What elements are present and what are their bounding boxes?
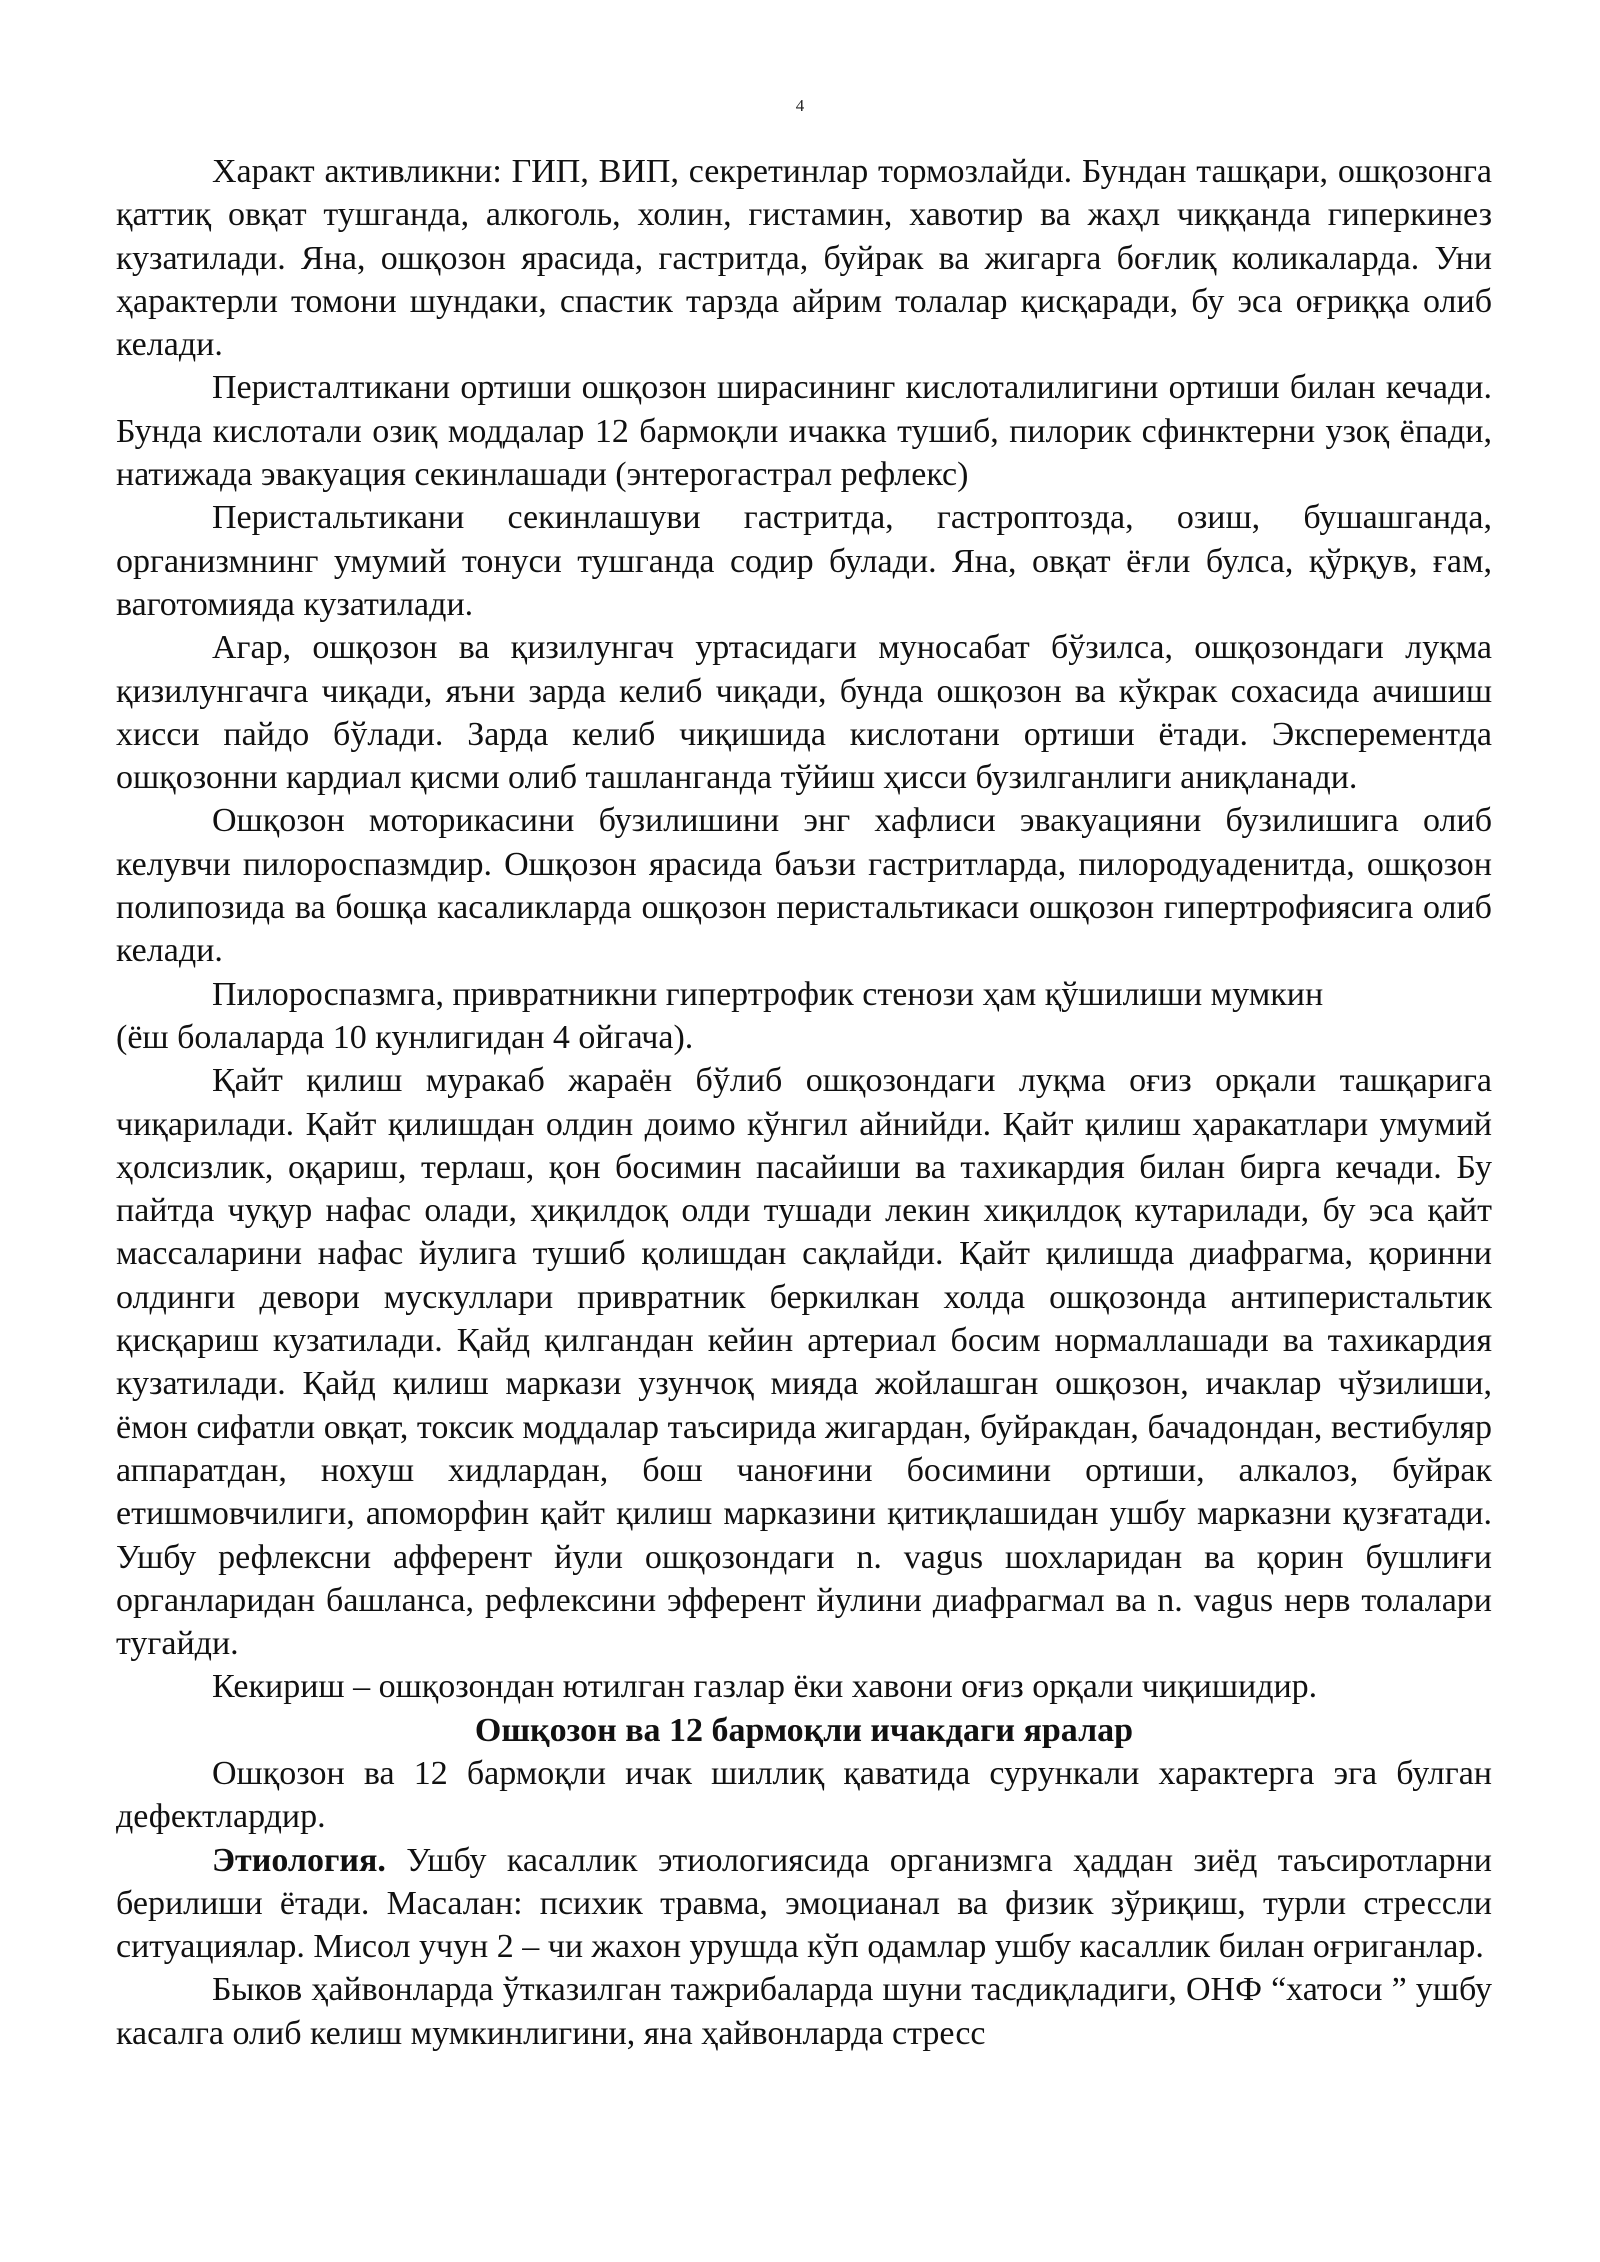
paragraph: Характ активликни: ГИП, ВИП, секретинлар тормозлайди. Бундан ташқари, ошқозонга қаттиқ овқат тушганда, алкоголь, холин, гистамин, хавотир ва жаҳл чиққанда гиперкинез кузатилади. Яна, ошқозон ярасида, гастритда, буйрак ва жигарга боғлиқ коликаларда. Уни ҳарактерли томони шундаки, спастик тарзда айрим толалар қисқаради, бу эса оғриққа олиб келади. xyxy=(116,153,1492,364)
etiology-text: Ушбу касаллик этиологиясида организмга ҳаддан зиёд таъсиротларни берилиши ётади. Масалан: психик травма, эмоцианал ва физик зўриқиш, турли стрессли ситуациялар. Мисол учун 2 – чи жахон урушда кўп одамлар ушбу касаллик билан оғриганлар. xyxy=(116,1841,1492,1966)
etiology-label: Этиология. xyxy=(212,1841,386,1879)
page-number: 4 xyxy=(795,96,805,115)
section-heading: Ошқозон ва 12 бармоқли ичакдаги яралар xyxy=(474,1711,1134,1749)
paragraph: Агар, ошқозон ва қизилунгач уртасидаги муносабат бўзилса, ошқозондаги луқма қизилунгачга чиқади, яъни зарда келиб чиқади, бунда ошқозон ва кўкрак сохасида ачишиш хисси пайдо бўлади. Зарда келиб чиқишида кислотани ортиши ётади. Эксперементда ошқозонни кардиал қисми олиб ташланганда тўйиш ҳисси бузилганлиги аниқланади. xyxy=(116,629,1492,797)
paragraph-pyloro-continued: (ёш болаларда 10 кунлигидан 4 ойгача). xyxy=(116,1018,694,1056)
paragraph: Перисталтикани ортиши ошқозон ширасининг кислоталилигини ортиши билан кечади. Бунда кислотали озиқ моддалар 12 бармоқли ичакка тушиб, пилорик сфинктерни узоқ ёпади, натижада эвакуация секинлашади (энтерогастрал рефлекс) xyxy=(116,369,1492,494)
paragraph: Ошқозон моторикасини бузилишини энг хафлиси эвакуацияни бузилишига олиб келувчи пилороспазмдир. Ошқозон ярасида баъзи гастритларда, пилородуаденитда, ошқозон полипозида ва бошқа касаликларда ошқозон перистальтикаси ошқозон гипертрофиясига олиб келади. xyxy=(116,802,1492,970)
paragraph-etiology xyxy=(116,1839,1492,1969)
paragraph-pyloro: Пилороспазмга, привратникни гипертрофик стенози ҳам қўшилиши мумкин xyxy=(212,975,1324,1013)
paragraph: Кекириш – ошқозондан ютилган газлар ёки хавони оғиз орқали чиқишидир. xyxy=(212,1668,1318,1706)
document-body xyxy=(116,150,1492,2055)
paragraph-definition: Ошқозон ва 12 бармоқли ичак шиллиқ қаватида сурункали характерга эга булган дефектлардир. xyxy=(116,1754,1492,1836)
paragraph: Қайт қилиш муракаб жараён бўлиб ошқозондаги луқма оғиз орқали ташқарига чиқарилади. Қайт қилишдан олдин доимо кўнгил айнийди. Қайт қилиш ҳаракатлари умумий ҳолсизлик, оқариш, терлаш, қон босимин пасайиши ва тахикардия билан бирга кечади. Бу пайтда чуқур нафас олади, ҳиқилдоқ олди тушади лекин хиқилдоқ кутарилади, бу эса қайт массаларини нафас йулига тушиб қолишдан сақлайди. Қайт қилишда диафрагма, қоринни олдинги девори мускуллари привратник беркилкан холда ошқозонда антиперистальтик қисқариш кузатилади. Қайд қилгандан кейин артериал босим нормаллашади ва тахикардия кузатилади. Қайд қилиш маркази узунчоқ мияда жойлашган ошқозон, ичаклар чўзилиши, ёмон сифатли овқат, токсик моддалар таъсирида жигардан, буйракдан, бачадондан, вестибуляр аппаратдан, нохуш хидлардан, бош чаноғини босимини ортиши, алкалоз, буйрак етишмовчилиги, апоморфин қайт қилиш марказини қитиқлашидан ушбу марказни қузғатади. Ушбу рефлексни афферент йули ошқозондаги n. vagus шохларидан ва қорин бушлиғи органларидан башланса, рефлексини эфферент йулини диафрагмал ва n. vagus нерв толалари тугайди. xyxy=(116,1062,1492,1663)
paragraph: Перистальтикани секинлашуви гастритда, гастроптозда, озиш, бушашганда, организмнинг умумий тонуси тушганда содир булади. Яна, овқат ёғли булса, қўрқув, ғам, ваготомияда кузатилади. xyxy=(116,499,1492,623)
paragraph: Быков ҳайвонларда ўтказилган тажрибаларда шуни тасдиқладиги, ОНФ “хатоси ” ушбу касалга олиб келиш мумкинлигини, яна ҳайвонларда стресс xyxy=(116,1971,1492,2052)
